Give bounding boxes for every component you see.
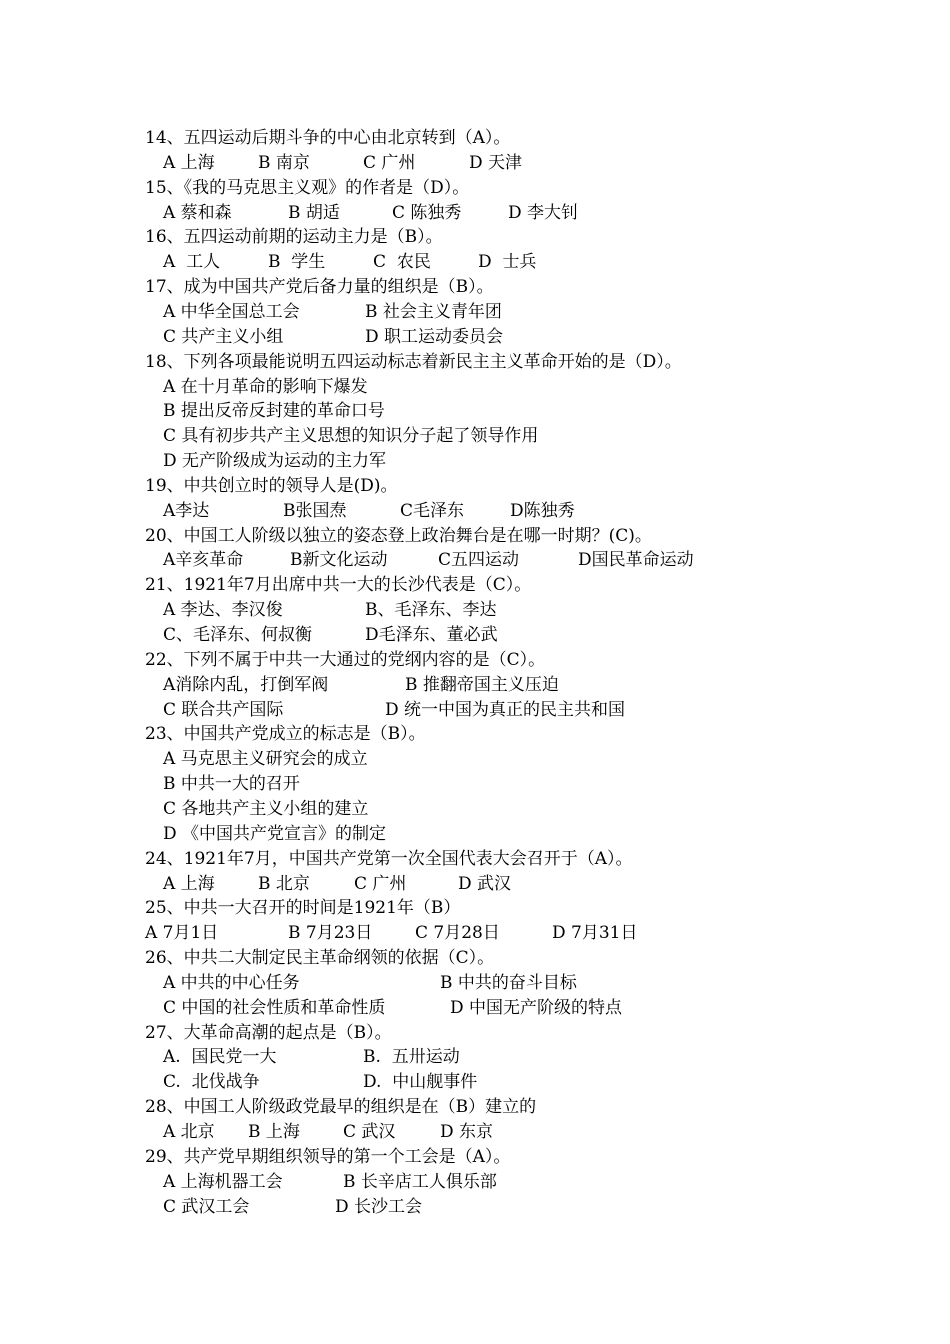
option-row [0, 375, 950, 400]
option-row [0, 201, 950, 226]
question-stem: 14、五四运动后期斗争的中心由北京转到（A）。 [145, 128, 511, 148]
answer-option: D 士兵 [478, 252, 537, 272]
answer-option: A 工人 [163, 252, 221, 272]
option-row [0, 449, 950, 474]
answer-option: C五四运动 [438, 550, 520, 570]
answer-option: C 中国的社会性质和革命性质 [163, 998, 386, 1018]
answer-option: B张国焘 [283, 501, 347, 521]
answer-option: C 7月28日 [415, 923, 500, 943]
answer-option: A 在十月革命的影响下爆发 [163, 377, 368, 397]
question-stem: 25、中共一大召开的时间是1921年（B） [145, 898, 461, 918]
answer-option: D 职工运动委员会 [365, 327, 504, 347]
question-stem: 23、中国共产党成立的标志是（B）。 [145, 724, 426, 744]
option-row [0, 499, 950, 524]
question-stem: 18、下列各项最能说明五四运动标志着新民主主义革命开始的是（D）。 [145, 352, 682, 372]
option-row [0, 399, 950, 424]
answer-option: B 长辛店工人俱乐部 [343, 1172, 497, 1192]
answer-option: A 中华全国总工会 [163, 302, 300, 322]
answer-option: C、毛泽东、何叔衡 [163, 625, 313, 645]
answer-option: B 7月23日 [288, 923, 373, 943]
answer-option: A. 国民党一大 [163, 1047, 277, 1067]
answer-option: C 农民 [373, 252, 431, 272]
option-row [0, 872, 950, 897]
option-row [0, 325, 950, 350]
question-stem: 19、中共创立时的领导人是(D)。 [145, 476, 398, 496]
answer-option: A 上海 [163, 153, 215, 173]
answer-option: A 蔡和森 [163, 203, 232, 223]
option-row [0, 673, 950, 698]
answer-option: D 东京 [440, 1122, 494, 1142]
answer-option: C. 北伐战争 [163, 1072, 260, 1092]
answer-option: B 南京 [258, 153, 310, 173]
option-row [0, 996, 950, 1021]
answer-option: C 具有初步共产主义思想的知识分子起了领导作用 [163, 426, 539, 446]
option-row [0, 548, 950, 573]
answer-option: A李达 [163, 501, 210, 521]
answer-option: D 7月31日 [552, 923, 638, 943]
option-row [0, 623, 950, 648]
answer-option: A 李达、李汉俊 [163, 600, 283, 620]
option-row [0, 747, 950, 772]
answer-option: D陈独秀 [510, 501, 575, 521]
answer-option: D 长沙工会 [335, 1197, 423, 1217]
option-row [0, 424, 950, 449]
answer-option: B 中共的奋斗目标 [440, 973, 577, 993]
answer-option: B 中共一大的召开 [163, 774, 300, 794]
answer-option: C 武汉工会 [163, 1197, 250, 1217]
option-row [0, 151, 950, 176]
question-stem: 29、共产党早期组织领导的第一个工会是（A）。 [145, 1147, 511, 1167]
answer-option: D 无产阶级成为运动的主力军 [163, 451, 387, 471]
option-row [0, 921, 950, 946]
answer-option: C 广州 [363, 153, 416, 173]
question-stem: 20、中国工人阶级以独立的姿态登上政治舞台是在哪一时期？(C)。 [145, 526, 652, 546]
answer-option: B 学生 [268, 252, 326, 272]
answer-option: D 统一中国为真正的民主共和国 [385, 700, 626, 720]
question-stem: 27、大革命高潮的起点是（B）。 [145, 1023, 392, 1043]
answer-option: B 提出反帝反封建的革命口号 [163, 401, 385, 421]
answer-option: B、毛泽东、李达 [365, 600, 497, 620]
answer-option: B 上海 [248, 1122, 300, 1142]
answer-option: D 李大钊 [508, 203, 579, 223]
option-row [0, 598, 950, 623]
answer-option: A 北京 [163, 1122, 215, 1142]
question-stem: 21、1921年7月出席中共一大的长沙代表是（C）。 [145, 575, 532, 595]
answer-option: B 北京 [258, 874, 310, 894]
answer-option: D 《中国共产党宣言》的制定 [163, 824, 387, 844]
question-stem: 15、《我的马克思主义观》的作者是（D）。 [145, 178, 470, 198]
question-stem: 26、中共二大制定民主革命纲领的依据（C）。 [145, 948, 495, 968]
answer-option: C 联合共产国际 [163, 700, 284, 720]
option-row [0, 250, 950, 275]
option-row [0, 300, 950, 325]
answer-option: D国民革命运动 [578, 550, 694, 570]
answer-option: C 武汉 [343, 1122, 396, 1142]
answer-option: B 胡适 [288, 203, 340, 223]
answer-option: C 共产主义小组 [163, 327, 284, 347]
question-stem: 24、1921年7月，中国共产党第一次全国代表大会召开于（A）。 [145, 849, 633, 869]
answer-option: D 武汉 [458, 874, 512, 894]
answer-option: C 广州 [354, 874, 407, 894]
question-stem: 28、中国工人阶级政党最早的组织是在（B）建立的 [145, 1097, 537, 1117]
answer-option: B 社会主义青年团 [365, 302, 502, 322]
option-row [0, 1120, 950, 1145]
option-row [0, 772, 950, 797]
answer-option: A辛亥革命 [163, 550, 244, 570]
answer-option: A 上海机器工会 [163, 1172, 283, 1192]
option-row [0, 1045, 950, 1070]
answer-option: B 推翻帝国主义压迫 [405, 675, 559, 695]
answer-option: D 天津 [469, 153, 523, 173]
option-row [0, 822, 950, 847]
answer-option: B新文化运动 [290, 550, 388, 570]
question-stem: 16、五四运动前期的运动主力是（B）。 [145, 227, 443, 247]
answer-option: C 各地共产主义小组的建立 [163, 799, 369, 819]
question-stem: 17、成为中国共产党后备力量的组织是（B）。 [145, 277, 494, 297]
option-row [0, 1195, 950, 1220]
answer-option: A 中共的中心任务 [163, 973, 300, 993]
answer-option: B. 五卅运动 [363, 1047, 460, 1067]
answer-option: C毛泽东 [400, 501, 465, 521]
answer-option: A消除内乱，打倒军阀 [163, 675, 329, 695]
answer-option: C 陈独秀 [392, 203, 462, 223]
answer-option: A 马克思主义研究会的成立 [163, 749, 368, 769]
option-row [0, 1070, 950, 1095]
option-row [0, 698, 950, 723]
option-row [0, 1170, 950, 1195]
option-row [0, 971, 950, 996]
answer-option: D 中国无产阶级的特点 [450, 998, 623, 1018]
answer-option: D毛泽东、董必武 [365, 625, 498, 645]
answer-option: D. 中山舰事件 [363, 1072, 478, 1092]
option-row [0, 797, 950, 822]
answer-option: A 7月1日 [145, 923, 219, 943]
question-stem: 22、下列不属于中共一大通过的党纲内容的是（C）。 [145, 650, 546, 670]
answer-option: A 上海 [163, 874, 215, 894]
